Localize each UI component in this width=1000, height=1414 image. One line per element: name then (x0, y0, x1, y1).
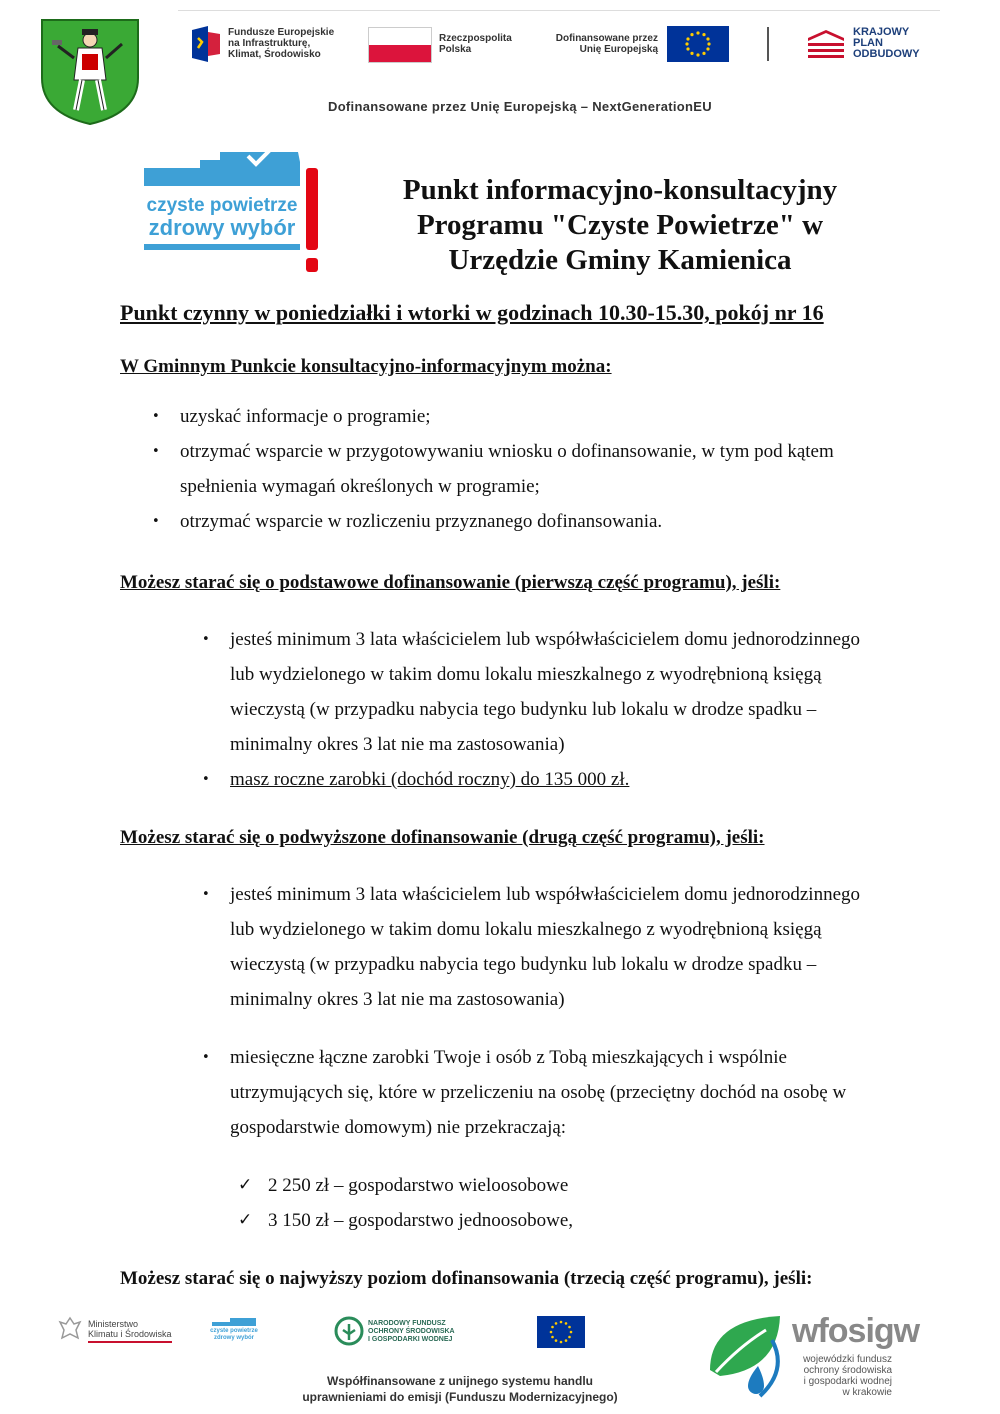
kpo-line-1: KRAJOWY (853, 26, 910, 38)
ministry-line-1: Ministerstwo (88, 1319, 139, 1329)
ministry-eagle-icon (58, 1316, 82, 1344)
kpo-line-3: ODBUDOWY (853, 48, 920, 60)
cofinanced-caption (260, 1373, 660, 1405)
nfos-line-3: I GOSPODARKI WODNEJ (368, 1336, 453, 1343)
list-item: • miesięczne łączne zarobki Twoje i osób z Tobą mieszkających i wspólnie utrzymujących się, które w przeliczeniu na osobę (przeciętny dochód na osobę w gospodarstwie domowym) nie przekraczają: (230, 1040, 880, 1145)
opening-hours: Punkt czynny w poniedziałki i wtorki w godzinach 10.30-15.30, pokój nr 16 (120, 300, 824, 325)
list-item: • jesteś minimum 3 lata właścicielem lub współwłaścicielem domu jednorodzinnego lub wydzielonego w takim domu lokalu mieszkalnego z wyodrębnioną księgą wieczystą (w przypadku nabycia tego budynku lub lokalu w drodze spadku – minimalny okres 3 lat nie ma zastosowania) (230, 877, 880, 1017)
eu-flag-icon (667, 26, 729, 62)
section-3-heading: Możesz starać się o podwyższone dofinansowanie (drugą część programu), jeśli: (120, 827, 765, 848)
list-item: • otrzymać wsparcie w przygotowywaniu wniosku o dofinansowanie, w tym pod kątem spełnienia wymagań określonych w programie; (180, 434, 880, 504)
rp-line-2: Polska (439, 44, 472, 55)
nfos-line-1: NARODOWY FUNDUSZ (368, 1320, 446, 1327)
income-thresholds-list (268, 1168, 868, 1238)
wfos-line-2: ochrony środowiska (803, 1365, 892, 1376)
feng-line-3: Klimat, Środowisko (228, 49, 321, 60)
title-line-2: Programu "Czyste Powietrze" w (416, 209, 824, 241)
section-2-heading: Możesz starać się o podstawowe dofinansowanie (pierwszą część programu), jeśli: (120, 572, 781, 593)
eu-line-2: Unię Europejską (579, 44, 658, 55)
cofinanced-line-2: uprawnieniami do emisji (Funduszu Modernizacyjnego) (302, 1390, 618, 1404)
cp-line-1: czyste powietrze (146, 195, 298, 216)
list-item: • masz roczne zarobki (dochód roczny) do 135 000 zł. (230, 762, 880, 797)
rp-line-1: Rzeczpospolita (439, 33, 512, 44)
eu-line-1: Dofinansowane przez (555, 33, 658, 44)
feng-logo (190, 24, 340, 64)
logo-divider (767, 27, 769, 61)
section-4-heading: Możesz starać się o najwyższy poziom dofinansowania (trzecią część programu), jeśli: (120, 1268, 813, 1289)
title-line-1: Punkt informacyjno-konsultacyjny (402, 174, 838, 206)
wfos-subtitle (800, 1354, 892, 1398)
section-1-list (180, 399, 880, 539)
eu-flag-icon (537, 1316, 585, 1348)
nfos-line-2: OCHRONY ŚRODOWISKA (368, 1328, 455, 1335)
wfos-wordmark: wfosigw (792, 1312, 920, 1350)
wfos-line-1: wojewódzki fundusz (803, 1354, 892, 1365)
list-item: • uzyskać informacje o programie; (180, 399, 880, 434)
list-item: • otrzymać wsparcie w rozliczeniu przyznanego dofinansowania. (180, 504, 880, 539)
section-1-heading: W Gminnym Punkcie konsultacyjno-informacyjnym można: (120, 356, 612, 377)
title-line-3: Urzędzie Gminy Kamienica (448, 244, 792, 276)
kpo-logo-icon (808, 28, 844, 60)
section-2-list (230, 622, 880, 797)
czyste-powietrze-logo (140, 148, 325, 280)
cp-small-text: czyste powietrze zdrowy wybór (210, 1328, 258, 1341)
wfos-line-4: w krakowie (842, 1387, 892, 1398)
feng-line-2: na Infrastrukturę, (228, 38, 311, 49)
polish-flag-icon (368, 27, 432, 63)
threshold-item: ✓ 2 250 zł – gospodarstwo wieloosobowe (268, 1168, 868, 1203)
eu-funds-flag-icon (190, 24, 222, 64)
cofinanced-line-1: Współfinansowane z unijnego systemu handlu (326, 1374, 594, 1388)
kpo-line-2: PLAN (853, 37, 883, 49)
list-item: • jesteś minimum 3 lata właścicielem lub współwłaścicielem domu jednorodzinnego lub wydzielonego w takim domu lokalu mieszkalnego z wyodrębnioną księgą wieczystą (w przypadku nabycia tego budynku lub lokalu w drodze spadku – minimalny okres 3 lat nie ma zastosowania) (230, 622, 880, 762)
nextgen-caption: Dofinansowane przez Unię Europejską – NextGenerationEU (328, 99, 712, 114)
ministry-line-2: Klimatu i Środowiska (88, 1329, 172, 1339)
cp-line-2: zdrowy wybór (148, 215, 296, 240)
header-rule (178, 10, 940, 11)
nfos-tree-icon (334, 1316, 364, 1346)
cp-small-logo (210, 1316, 258, 1344)
feng-line-1: Fundusze Europejskie (228, 27, 335, 38)
wfos-leaf-logo (700, 1310, 790, 1400)
coat-of-arms-logo (40, 18, 140, 126)
page-title (380, 173, 860, 278)
wfos-line-3: i gospodarki wodnej (803, 1376, 892, 1387)
threshold-item: ✓ 3 150 zł – gospodarstwo jednoosobowe, (268, 1203, 868, 1238)
section-3-list (230, 877, 880, 1145)
